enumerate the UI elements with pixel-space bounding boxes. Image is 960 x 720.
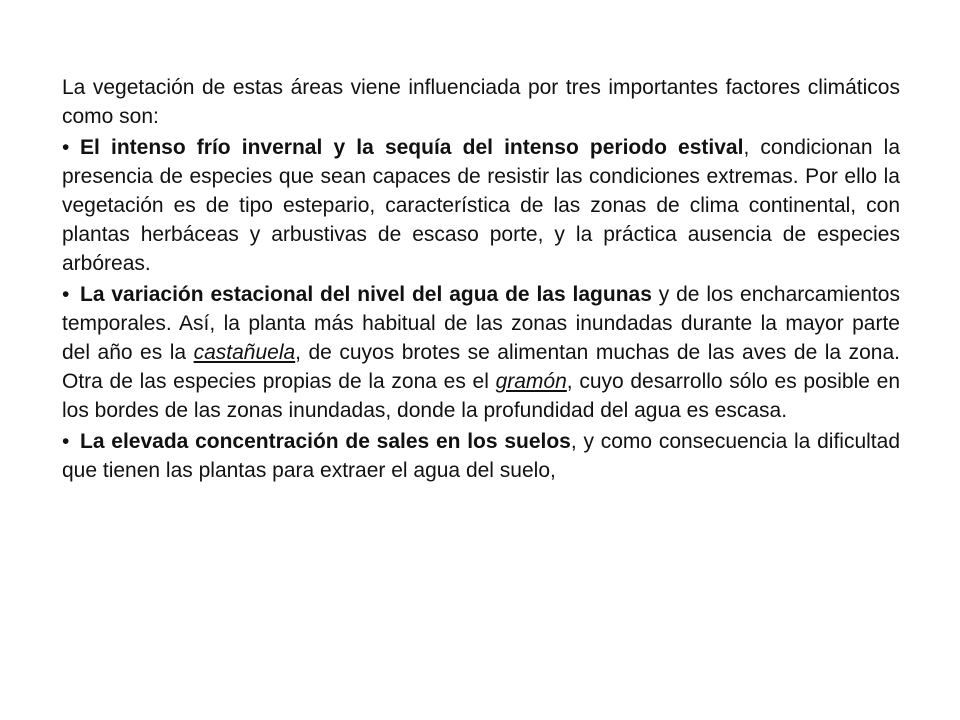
bullet-3-text: , y como consecuencia la dificultad que tienen las plantas para extraer el agua del suelo, (62, 430, 900, 482)
bullet-dot: • (62, 136, 70, 159)
bullet-2-text-a: y de los encharcamientos temporales. Así, la planta más habitual de las zonas inundadas durante la mayor parte del año es la (62, 283, 900, 364)
bullet-2-text-b: , de cuyos brotes se alimentan muchas de las aves de la zona. Otra de las especies propias de la zona es el (62, 341, 900, 393)
bullet-item-2 (62, 280, 900, 425)
bullet-dot: • (62, 430, 70, 453)
bullet-1-text: , condicionan la presencia de especies que sean capaces de resistir las condiciones extremas. Por ello la vegetación es de tipo estepario, característica de las zonas de clima continental, con plantas herbáceas y arbustivas de escaso porte, y la práctica ausencia de especies arbóreas. (62, 136, 900, 275)
bullet-item-3 (62, 427, 900, 485)
bullet-1-heading: El intenso frío invernal y la sequía del intenso periodo estival (80, 136, 744, 159)
bullet-item-1 (62, 133, 900, 278)
bullet-3-heading: La elevada concentración de sales en los suelos (80, 430, 571, 453)
term-castanuela: castañuela (193, 341, 296, 364)
bullet-dot: • (62, 283, 70, 306)
bullet-2-heading: La variación estacional del nivel del agua de las lagunas (80, 283, 652, 306)
intro-paragraph: La vegetación de estas áreas viene influenciada por tres importantes factores climáticos como son: (62, 76, 900, 128)
term-gramon: gramón (495, 370, 567, 393)
bullet-2-text-c: , cuyo desarrollo sólo es posible en los bordes de las zonas inundadas, donde la profundidad del agua es escasa. (62, 370, 900, 422)
